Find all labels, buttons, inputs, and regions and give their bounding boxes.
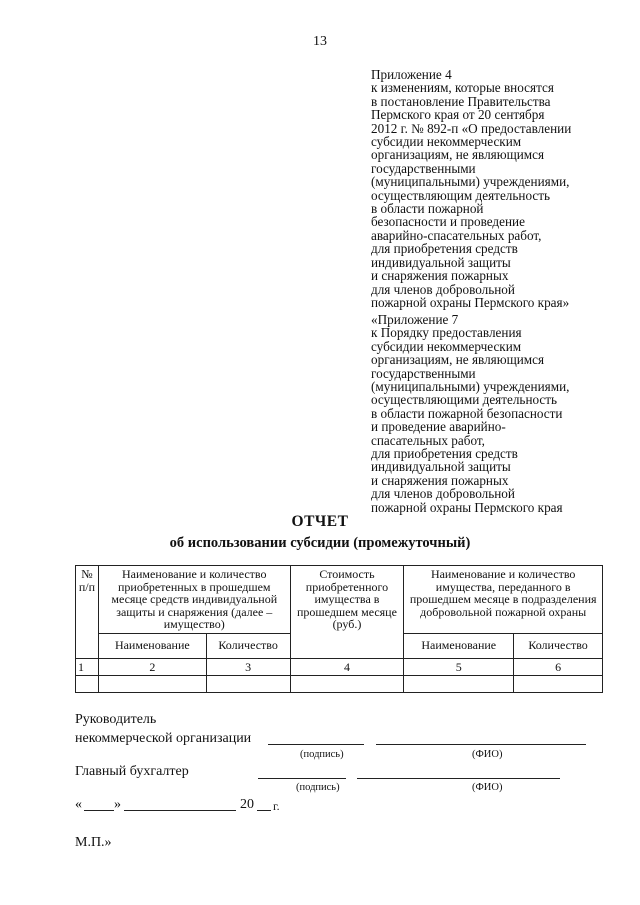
appendix7-line: и снаряжения пожарных: [371, 472, 509, 488]
head-label-line2: некоммерческой организации: [75, 731, 252, 746]
header-acquired: Наименование и количество приобретенных в прошедшем месяце средств индивидуальной защиты и снаряжения (далее – имущество): [98, 566, 290, 634]
appendix7-line: для членов добровольной: [371, 486, 515, 502]
appendix4-line: Пермского края от 20 сентября: [371, 107, 545, 123]
empty-cell: [76, 676, 99, 693]
appendix4-line: аварийно-спасательных работ,: [371, 227, 542, 243]
empty-cell: [206, 676, 290, 693]
appendix4-line: организациям, не являющимся: [371, 147, 545, 163]
appendix7-line: «Приложение 7: [371, 312, 459, 327]
subheader-qty-transferred: Количество: [514, 633, 603, 658]
date-month-line: [124, 810, 236, 811]
appendix4-line: безопасности и проведение: [371, 214, 525, 230]
appendix4-line: (муниципальными) учреждениями,: [371, 174, 570, 190]
accountant-label: Главный бухгалтер: [75, 764, 189, 779]
appendix7-line: в области пожарной безопасности: [371, 405, 563, 421]
page-number: 13: [313, 34, 327, 49]
signature-hint: (подпись): [300, 749, 344, 760]
name-hint-2: (ФИО): [472, 782, 503, 793]
appendix-4-header: [371, 68, 633, 309]
appendix4-line: и снаряжения пожарных: [371, 268, 509, 284]
subheader-name-transferred: Наименование: [404, 633, 514, 658]
appendix7-line: пожарной охраны Пермского края: [371, 499, 563, 515]
appendix4-line: для членов добровольной: [371, 281, 515, 297]
appendix7-line: государственными: [371, 365, 476, 381]
head-signature-line: [268, 744, 364, 745]
date-year-line: [257, 810, 271, 811]
column-number: 6: [514, 658, 603, 676]
appendix7-line: (муниципальными) учреждениями,: [371, 379, 570, 395]
column-number: 3: [206, 658, 290, 676]
appendix4-line: 2012 г. № 892-п «О предоставлении: [371, 120, 572, 136]
appendix4-line: Приложение 4: [371, 67, 452, 82]
accountant-name-line: [357, 778, 560, 779]
column-number: 2: [98, 658, 206, 676]
appendix4-line: государственными: [371, 160, 476, 176]
empty-cell: [404, 676, 514, 693]
table-number-row: [76, 658, 603, 676]
report-table: [75, 565, 603, 693]
appendix4-line: в области пожарной: [371, 201, 484, 217]
appendix7-line: организациям, не являющимся: [371, 352, 545, 368]
date-close-quote: »: [114, 797, 121, 812]
subheader-name-acquired: Наименование: [98, 633, 206, 658]
table-empty-row: [76, 676, 603, 693]
appendix-7-header: [371, 313, 633, 514]
appendix7-line: для приобретения средств: [371, 446, 518, 462]
head-label-line1: Руководитель: [75, 712, 157, 727]
subheader-qty-acquired: Количество: [206, 633, 290, 658]
appendix4-line: для приобретения средств: [371, 241, 518, 257]
seal-label: М.П.»: [75, 835, 112, 850]
appendix7-line: субсидии некоммерческим: [371, 338, 522, 354]
date-day-line: [84, 810, 114, 811]
head-name-line: [376, 744, 586, 745]
table-header-row: [76, 566, 603, 634]
appendix7-line: осуществляющими деятельность: [371, 392, 558, 408]
header-number: № п/п: [76, 566, 99, 659]
empty-cell: [98, 676, 206, 693]
date-open-quote: «: [75, 797, 82, 812]
appendix7-line: спасательных работ,: [371, 432, 485, 448]
empty-cell: [290, 676, 404, 693]
appendix4-line: к изменениям, которые вносятся: [371, 80, 554, 96]
report-subtitle: об использовании субсидии (промежуточный): [169, 535, 471, 551]
date-year-prefix: 20: [240, 797, 254, 812]
appendix4-line: пожарной охраны Пермского края»: [371, 294, 570, 310]
appendix4-line: осуществляющим деятельность: [371, 187, 551, 203]
appendix4-line: субсидии некоммерческим: [371, 134, 522, 150]
appendix7-line: к Порядку предоставления: [371, 325, 522, 341]
header-transferred: Наименование и количество имущества, переданного в прошедшем месяце в подразделения добровольной пожарной охраны: [404, 566, 603, 634]
appendix4-line: в постановление Правительства: [371, 93, 551, 109]
name-hint: (ФИО): [472, 749, 503, 760]
date-year-suffix: г.: [273, 799, 280, 813]
signature-hint-2: (подпись): [296, 782, 340, 793]
appendix4-line: индивидуальной защиты: [371, 254, 511, 270]
appendix7-line: индивидуальной защиты: [371, 459, 511, 475]
appendix7-line: и проведение аварийно-: [371, 419, 506, 435]
column-number: 4: [290, 658, 404, 676]
header-cost: Стоимость приобретенного имущества в прошедшем месяце (руб.): [290, 566, 404, 659]
column-number: 1: [76, 658, 99, 676]
empty-cell: [514, 676, 603, 693]
report-title: ОТЧЕТ: [291, 513, 349, 530]
column-number: 5: [404, 658, 514, 676]
accountant-signature-line: [258, 778, 346, 779]
